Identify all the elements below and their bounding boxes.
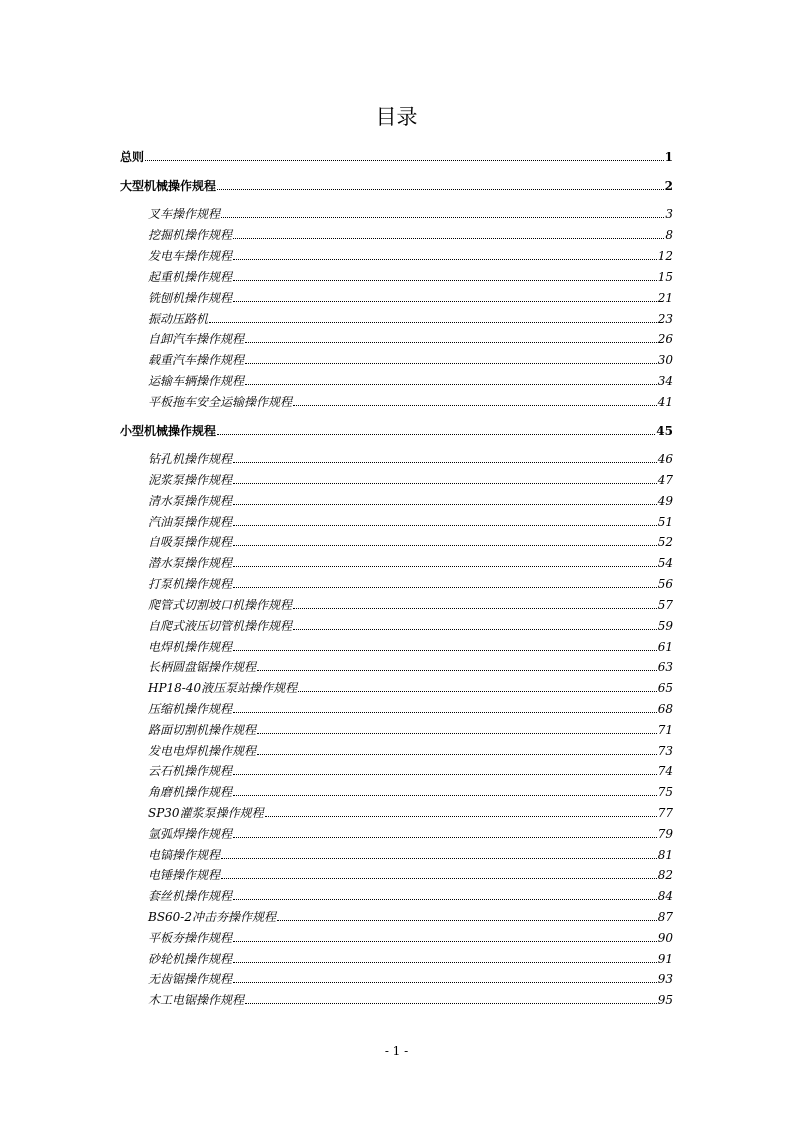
toc-section-entry[interactable] — [148, 206, 673, 222]
toc-entry-page: 74 — [657, 764, 673, 778]
toc-entry-label: 发电车操作规程 — [148, 249, 233, 263]
toc-chapter-entry[interactable] — [120, 423, 673, 439]
toc-section-entry[interactable] — [148, 394, 673, 410]
toc-section-entry[interactable] — [148, 909, 673, 925]
toc-section-entry[interactable] — [148, 227, 673, 243]
toc-section-entry[interactable] — [148, 248, 673, 264]
toc-entry-page: 1 — [664, 150, 673, 164]
toc-entry-label: 平板夯操作规程 — [148, 931, 233, 945]
toc-entry-page: 59 — [657, 619, 673, 633]
toc-section-entry[interactable] — [148, 659, 673, 675]
toc-entry-page: 61 — [657, 640, 673, 654]
toc-entry-page: 8 — [665, 228, 673, 242]
toc-entry-page: 26 — [657, 332, 673, 346]
toc-entry-page: 34 — [657, 374, 673, 388]
toc-entry-label: 爬管式切割坡口机操作规程 — [148, 598, 293, 612]
toc-dot-leader — [233, 292, 657, 302]
toc-section-entry[interactable] — [148, 576, 673, 592]
toc-dot-leader — [233, 250, 657, 260]
toc-dot-leader — [245, 375, 657, 385]
toc-section-entry[interactable] — [148, 514, 673, 530]
toc-section-entry[interactable] — [148, 639, 673, 655]
toc-section-entry[interactable] — [148, 805, 673, 821]
toc-entry-label: 挖掘机操作规程 — [148, 228, 233, 242]
toc-entry-label: 清水泵操作规程 — [148, 494, 233, 508]
toc-dot-leader — [233, 703, 657, 713]
toc-dot-leader — [293, 599, 657, 609]
toc-entry-page: 30 — [657, 353, 673, 367]
toc-section-entry[interactable] — [148, 784, 673, 800]
toc-dot-leader — [221, 208, 664, 218]
toc-entry-page: 93 — [657, 972, 673, 986]
toc-dot-leader — [293, 396, 657, 406]
toc-section-entry[interactable] — [148, 331, 673, 347]
toc-section-entry[interactable] — [148, 743, 673, 759]
toc-entry-label: 角磨机操作规程 — [148, 785, 233, 799]
toc-dot-leader — [233, 890, 657, 900]
toc-entry-label: 总则 — [120, 150, 145, 164]
toc-chapter-entry[interactable] — [120, 149, 673, 165]
toc-entry-page: 95 — [657, 993, 673, 1007]
toc-dot-leader — [265, 807, 657, 817]
toc-entry-page: 75 — [657, 785, 673, 799]
toc-entry-page: 65 — [657, 681, 673, 695]
toc-entry-page: 87 — [657, 910, 673, 924]
toc-entry-label: 运输车辆操作规程 — [148, 374, 245, 388]
toc-section-entry[interactable] — [148, 763, 673, 779]
toc-dot-leader — [221, 849, 657, 859]
toc-section-entry[interactable] — [148, 311, 673, 327]
toc-entry-page: 82 — [657, 868, 673, 882]
toc-dot-leader — [233, 229, 664, 239]
toc-entry-page: 57 — [657, 598, 673, 612]
toc-entry-label: 电锤操作规程 — [148, 868, 221, 882]
toc-entry-page: 2 — [664, 179, 673, 193]
toc-entry-label: 套丝机操作规程 — [148, 889, 233, 903]
toc-entry-page: 71 — [657, 723, 673, 737]
toc-dot-leader — [245, 994, 657, 1004]
toc-section-entry[interactable] — [148, 680, 673, 696]
toc-entry-label: 大型机械操作规程 — [120, 179, 217, 193]
toc-dot-leader — [233, 271, 657, 281]
toc-entry-label: 氩弧焊操作规程 — [148, 827, 233, 841]
toc-section-entry[interactable] — [148, 618, 673, 634]
toc-entry-label: 电镐操作规程 — [148, 848, 221, 862]
toc-section-entry[interactable] — [148, 352, 673, 368]
toc-entry-label: 木工电锯操作规程 — [148, 993, 245, 1007]
toc-entry-page: 56 — [657, 577, 673, 591]
toc-entry-label: 发电电焊机操作规程 — [148, 744, 257, 758]
toc-dot-leader — [233, 474, 657, 484]
toc-dot-leader — [233, 453, 657, 463]
toc-dot-leader — [217, 180, 664, 190]
toc-entry-label: 路面切割机操作规程 — [148, 723, 257, 737]
toc-dot-leader — [233, 536, 657, 546]
toc-entry-label: 泥浆泵操作规程 — [148, 473, 233, 487]
toc-dot-leader — [233, 786, 657, 796]
toc-dot-leader — [298, 682, 657, 692]
toc-entry-page: 51 — [657, 515, 673, 529]
toc-entry-page: 21 — [657, 291, 673, 305]
toc-entry-page: 15 — [657, 270, 673, 284]
page-number-footer: - 1 - — [384, 1044, 409, 1058]
toc-section-entry[interactable] — [148, 867, 673, 883]
toc-entry-label: 载重汽车操作规程 — [148, 353, 245, 367]
toc-dot-leader — [245, 354, 657, 364]
toc-entry-label: 振动压路机 — [148, 312, 209, 326]
toc-section-entry[interactable] — [148, 472, 673, 488]
toc-entry-page: 45 — [656, 424, 673, 438]
toc-entry-label: 叉车操作规程 — [148, 207, 221, 221]
toc-entry-label: 钻孔机操作规程 — [148, 452, 233, 466]
toc-dot-leader — [233, 641, 657, 651]
toc-dot-leader — [257, 661, 657, 671]
toc-entry-label: 自吸泵操作规程 — [148, 535, 233, 549]
toc-section-entry[interactable] — [148, 930, 673, 946]
toc-dot-leader — [233, 828, 657, 838]
toc-dot-leader — [233, 557, 657, 567]
toc-dot-leader — [233, 953, 657, 963]
toc-entry-page: 73 — [657, 744, 673, 758]
toc-dot-leader — [217, 425, 655, 435]
toc-entry-label: 潜水泵操作规程 — [148, 556, 233, 570]
toc-dot-leader — [233, 765, 657, 775]
toc-section-entry[interactable] — [148, 951, 673, 967]
toc-entry-label: 电焊机操作规程 — [148, 640, 233, 654]
toc-section-entry[interactable] — [148, 534, 673, 550]
toc-entry-label: 小型机械操作规程 — [120, 424, 217, 438]
page-title: 目录 — [375, 105, 418, 129]
toc-dot-leader — [245, 333, 657, 343]
toc-entry-label: 无齿锯操作规程 — [148, 972, 233, 986]
toc-entry-page: 84 — [657, 889, 673, 903]
toc-entry-page: 3 — [665, 207, 673, 221]
toc-entry-label: 打泵机操作规程 — [148, 577, 233, 591]
toc-entry-label: 砂轮机操作规程 — [148, 952, 233, 966]
toc-entry-page: 52 — [657, 535, 673, 549]
toc-entry-page: 12 — [657, 249, 673, 263]
toc-entry-page: 90 — [657, 931, 673, 945]
toc-entry-page: 54 — [657, 556, 673, 570]
toc-entry-page: 77 — [657, 806, 673, 820]
toc-dot-leader — [233, 932, 657, 942]
toc-section-entry[interactable] — [148, 269, 673, 285]
toc-entry-label: 起重机操作规程 — [148, 270, 233, 284]
toc-section-entry[interactable] — [148, 888, 673, 904]
toc-entry-label: HP18-40液压泵站操作规程 — [148, 681, 298, 695]
toc-entry-label: 压缩机操作规程 — [148, 702, 233, 716]
toc-section-entry[interactable] — [148, 992, 673, 1008]
toc-chapter-entry[interactable] — [120, 178, 673, 194]
toc-dot-leader — [145, 151, 664, 161]
toc-entry-label: 自爬式液压切管机操作规程 — [148, 619, 293, 633]
toc-entry-page: 91 — [657, 952, 673, 966]
toc-section-entry[interactable] — [148, 290, 673, 306]
toc-entry-page: 63 — [657, 660, 673, 674]
toc-dot-leader — [209, 313, 657, 323]
toc-dot-leader — [257, 724, 657, 734]
toc-section-entry[interactable] — [148, 722, 673, 738]
toc-entry-page: 68 — [657, 702, 673, 716]
toc-section-entry[interactable] — [148, 555, 673, 571]
toc-entry-page: 79 — [657, 827, 673, 841]
toc-entry-page: 49 — [657, 494, 673, 508]
toc-entry-label: BS60-2冲击夯操作规程 — [148, 910, 276, 924]
toc-entry-label: 平板拖车安全运输操作规程 — [148, 395, 293, 409]
toc-section-entry[interactable] — [148, 826, 673, 842]
toc-entry-label: 铣刨机操作规程 — [148, 291, 233, 305]
toc-entry-page: 23 — [657, 312, 673, 326]
toc-section-entry[interactable] — [148, 493, 673, 509]
toc-section-entry[interactable] — [148, 971, 673, 987]
toc-entry-label: 汽油泵操作规程 — [148, 515, 233, 529]
toc-entry-page: 47 — [657, 473, 673, 487]
toc-entry-label: SP30灌浆泵操作规程 — [148, 806, 264, 820]
toc-section-entry[interactable] — [148, 597, 673, 613]
toc-section-entry[interactable] — [148, 847, 673, 863]
toc-entry-label: 云石机操作规程 — [148, 764, 233, 778]
toc-entry-page: 81 — [657, 848, 673, 862]
toc-section-entry[interactable] — [148, 701, 673, 717]
toc-dot-leader — [293, 620, 657, 630]
toc-entry-page: 41 — [657, 395, 673, 409]
toc-dot-leader — [233, 578, 657, 588]
toc-dot-leader — [277, 911, 657, 921]
toc-dot-leader — [221, 869, 657, 879]
toc-section-entry[interactable] — [148, 373, 673, 389]
toc-dot-leader — [233, 973, 657, 983]
toc-dot-leader — [233, 495, 657, 505]
toc-dot-leader — [233, 516, 657, 526]
toc-entry-label: 长柄圆盘锯操作规程 — [148, 660, 257, 674]
toc-entry-page: 46 — [657, 452, 673, 466]
toc-section-entry[interactable] — [148, 451, 673, 467]
toc-dot-leader — [257, 745, 657, 755]
toc-entry-label: 自卸汽车操作规程 — [148, 332, 245, 346]
